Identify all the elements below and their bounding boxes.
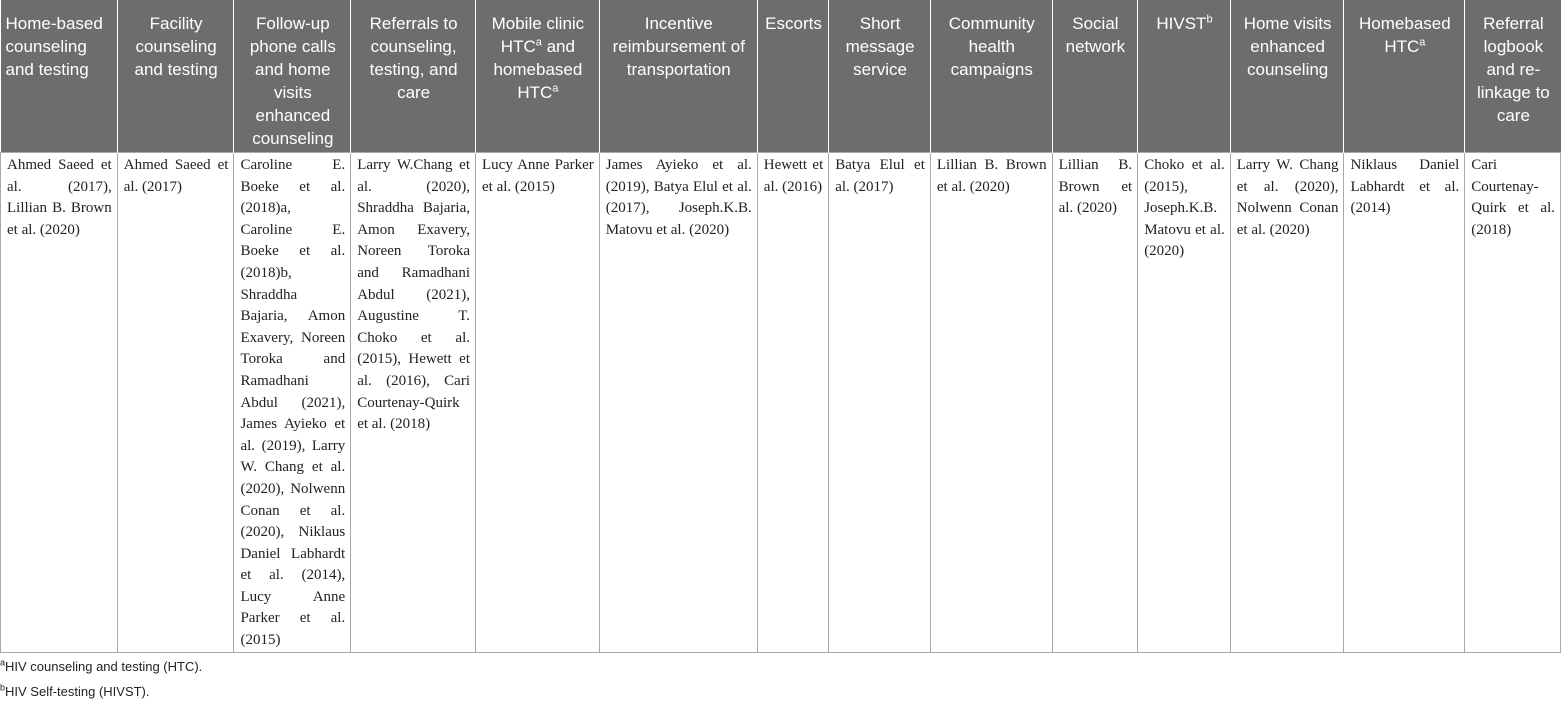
table-cell: Lillian B. Brown et al. (2020): [1052, 153, 1138, 653]
table-cell: Lucy Anne Parker et al. (2015): [476, 153, 600, 653]
header-row: [1, 0, 1561, 153]
header-hivst: HIVST$^b$: [1138, 0, 1231, 153]
header-escorts: Escorts: [757, 0, 828, 153]
header-follow-up-calls: Follow-up phone calls and home visits enhanced counseling: [234, 0, 351, 153]
header-incentive-transport: Incentive reimbursement of transportation: [599, 0, 757, 153]
table-cell: Lillian B. Brown et al. (2020): [930, 153, 1052, 653]
header-community-campaigns: Community health campaigns: [930, 0, 1052, 153]
table-footnotes: [0, 654, 202, 704]
table-cell: Cari Courtenay-Quirk et al. (2018): [1465, 153, 1561, 653]
header-referral-logbook: Referral logbook and re-linkage to care: [1465, 0, 1561, 153]
header-sms: Short message service: [829, 0, 931, 153]
table-cell: Ahmed Saeed et al. (2017): [117, 153, 234, 653]
table-row: [1, 153, 1561, 653]
footnote-b: $^b$HIV Self-testing (HIVST).: [0, 682, 150, 699]
table-cell: Larry W.Chang et al. (2020), Shraddha Bajaria, Amon Exavery, Noreen Toroka and Ramadhani Abdul (2021), Augustine T. Choko et al. (2015), Hewett et al. (2016), Cari Courtenay-Quirk et al. (2018): [351, 153, 476, 653]
table-cell: James Ayieko et al. (2019), Batya Elul et al. (2017), Joseph.K.B. Matovu et al. (2020): [599, 153, 757, 653]
table-cell: Niklaus Daniel Labhardt et al. (2014): [1344, 153, 1465, 653]
header-referrals: Referrals to counseling, testing, and care: [351, 0, 476, 153]
table-cell: Hewett et al. (2016): [757, 153, 828, 653]
header-facility-counseling: Facility counseling and testing: [117, 0, 234, 153]
header-home-visits: Home visits enhanced counseling: [1230, 0, 1344, 153]
header-homebased-htc: Homebased HTC$^a$: [1344, 0, 1465, 153]
header-social-network: Social network: [1052, 0, 1138, 153]
footnote-a: $^a$HIV counseling and testing (HTC).: [0, 657, 203, 674]
header-mobile-clinic: Mobile clinic HTC$^a$ and homebased HTC$^a$: [476, 0, 600, 153]
table-cell: Ahmed Saeed et al. (2017), Lillian B. Brown et al. (2020): [1, 153, 118, 653]
table-cell: Larry W. Chang et al. (2020), Nolwenn Conan et al. (2020): [1230, 153, 1344, 653]
table-cell: Caroline E. Boeke et al. (2018)a, Caroline E. Boeke et al. (2018)b, Shraddha Bajaria, Amon Exavery, Noreen Toroka and Ramadhani Abdul (2021), James Ayieko et al. (2019), Larry W. Chang et al. (2020), Nolwenn Conan et al. (2020), Niklaus Daniel Labhardt et al. (2014), Lucy Anne Parker et al. (2015): [234, 153, 351, 653]
header-home-based-counseling: Home-based counseling and testing: [1, 0, 118, 153]
table-cell: Batya Elul et al. (2017): [829, 153, 931, 653]
table-cell: Choko et al. (2015), Joseph.K.B. Matovu et al. (2020): [1138, 153, 1231, 653]
